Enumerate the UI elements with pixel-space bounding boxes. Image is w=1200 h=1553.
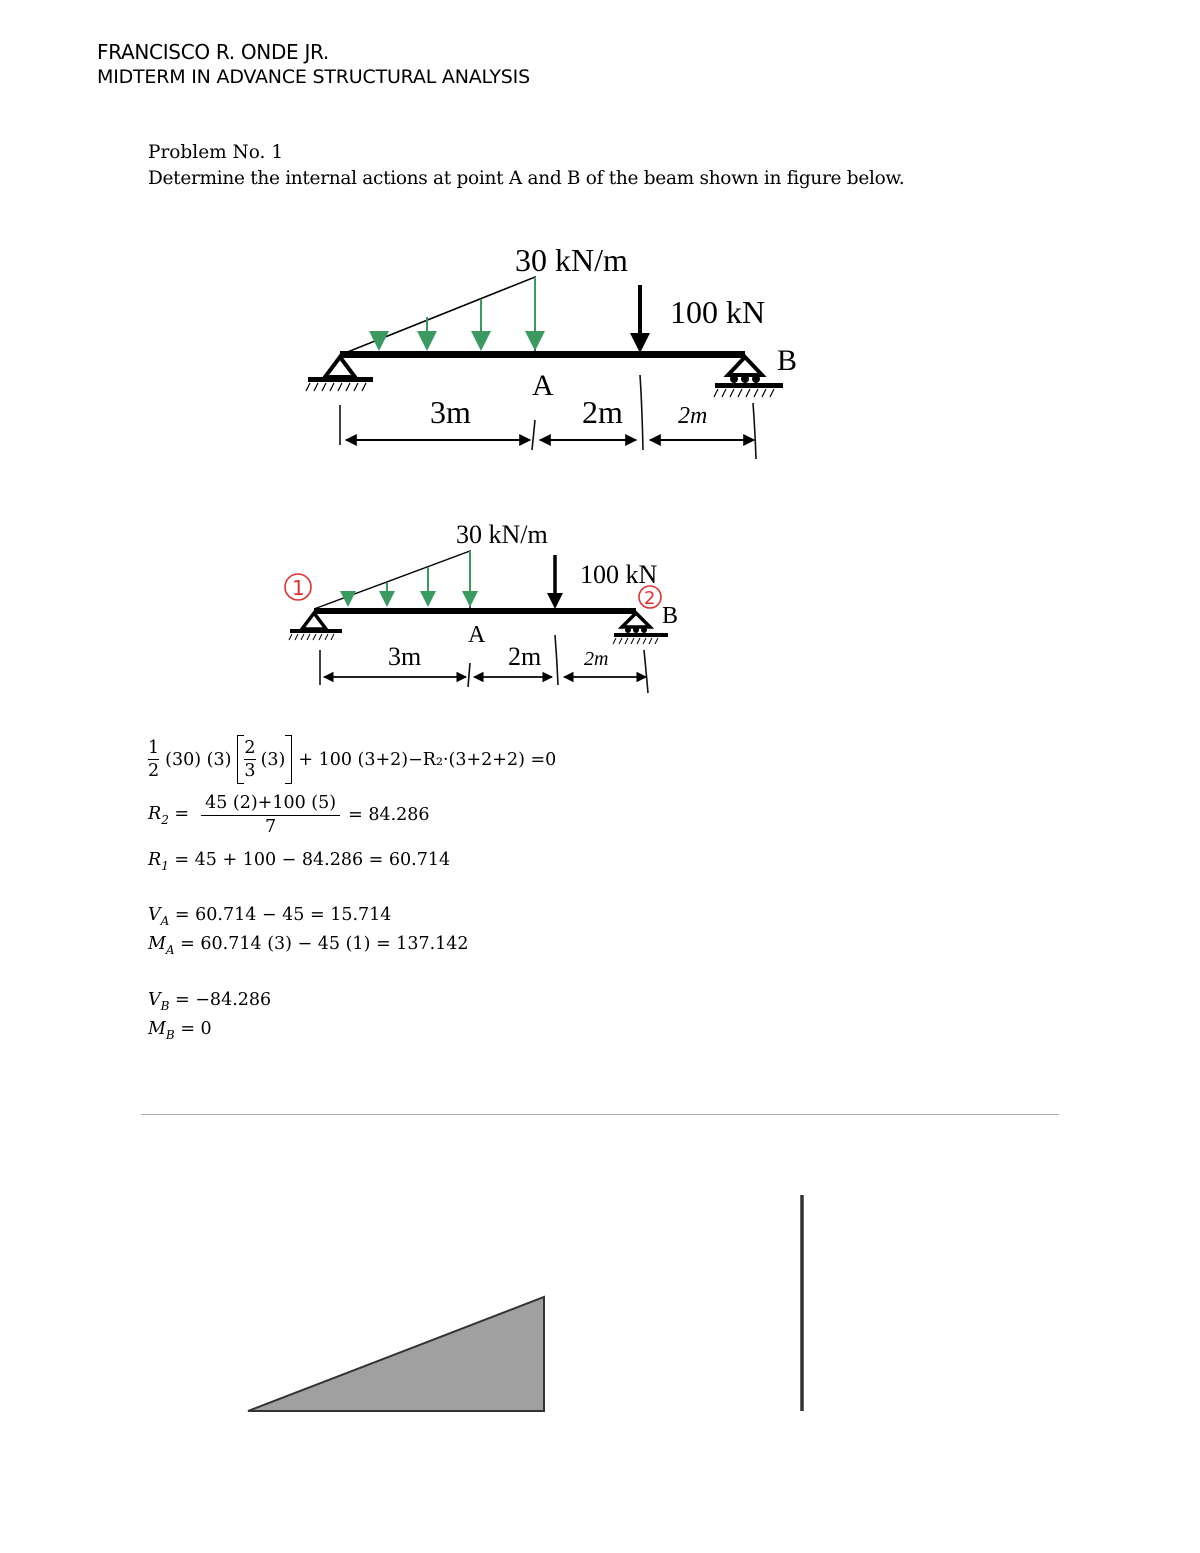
beam-figure-1 [300,235,800,470]
roller-support [613,613,668,644]
label-a: A [532,369,554,402]
ma-rhs: = 60.714 (3) − 45 (1) = 137.142 [180,934,469,954]
beam [340,351,745,358]
problem-title: Problem No. 1 [148,142,284,163]
equation-r2: $R_2$ = $\frac{45 (2)+100 (5)}{7}$ = 84.286 [148,793,430,837]
va-rhs: = 60.714 − 45 = 15.714 [174,905,392,925]
beam [314,608,636,614]
eq1-rest: + 100 (3+2)−R₂·(3+2+2) =0 [298,749,557,770]
r2-symbol: R [148,803,162,824]
equation-r1 [148,850,450,873]
load-diagram-partial [240,1190,820,1415]
equation-moment-sum [148,735,556,784]
marker-1 [285,574,311,600]
marker-2 [639,586,661,609]
dimension-2m: 2m [582,394,623,430]
vb-subscript: B [160,999,170,1013]
marker-1-label: 1 [292,576,305,600]
distributed-load-label: 30 kN/m [456,520,548,549]
fraction-one-half: $\frac{1}{2}$ [148,738,160,781]
vb-rhs: = −84.286 [175,990,272,1010]
dimension-3m: 3m [388,642,422,671]
author-name: FRANCISCO R. ONDE JR. [97,40,329,64]
mb-subscript: B [165,1028,175,1042]
va-symbol: V [148,905,161,925]
label-a: A [468,622,486,648]
dimension-2m-handwritten: 2m [678,403,708,429]
r2-fraction: $\frac{45 (2)+100 (5)}{7}$ [201,792,340,838]
label-b: B [662,603,679,629]
dimension-2m-handwritten: 2m [584,648,609,670]
mb-rhs: = 0 [180,1019,212,1039]
ma-subscript: A [165,943,175,957]
r1-symbol: R [148,850,162,870]
r2-result: = 84.286 [348,805,430,825]
point-load-label: 100 kN [670,294,766,330]
triangular-load-shape [248,1297,544,1411]
distributed-load-arrows [340,551,478,607]
label-b: B [777,344,798,377]
mb-symbol: M [148,1019,166,1039]
pin-support [306,357,373,391]
fraction-two-thirds: $\frac{2}{3}$ [244,738,256,781]
beam-figure-2 [278,515,698,700]
dimension-3m: 3m [430,394,471,430]
triangular-load-outline [340,277,535,355]
course-title: MIDTERM IN ADVANCE STRUCTURAL ANALYSIS [97,66,530,88]
bracket-group [237,735,292,784]
r2-subscript: 2 [161,812,169,827]
vb-symbol: V [148,990,161,1010]
r1-rhs: = 45 + 100 − 84.286 = 60.714 [174,850,451,870]
va-subscript: A [160,914,170,928]
distributed-load-arrows [369,277,545,351]
equation-ma [148,934,469,957]
roller-support [714,357,783,397]
equation-mb [148,1019,212,1042]
point-load-label: 100 kN [580,560,658,589]
eq1-term-a: (30) (3) [165,749,232,770]
ma-symbol: M [148,934,166,954]
problem-statement: Determine the internal actions at point A and B of the beam shown in figure below. [148,168,905,189]
distributed-load-label: 30 kN/m [515,242,628,278]
equation-vb [148,990,271,1013]
dimension-2m: 2m [508,642,542,671]
section-divider [141,1114,1059,1115]
pin-support [289,613,342,640]
r1-subscript: 1 [161,859,169,873]
equation-va [148,905,391,928]
marker-2-label: 2 [644,588,656,609]
eq1-term-b: (3) [260,749,286,770]
